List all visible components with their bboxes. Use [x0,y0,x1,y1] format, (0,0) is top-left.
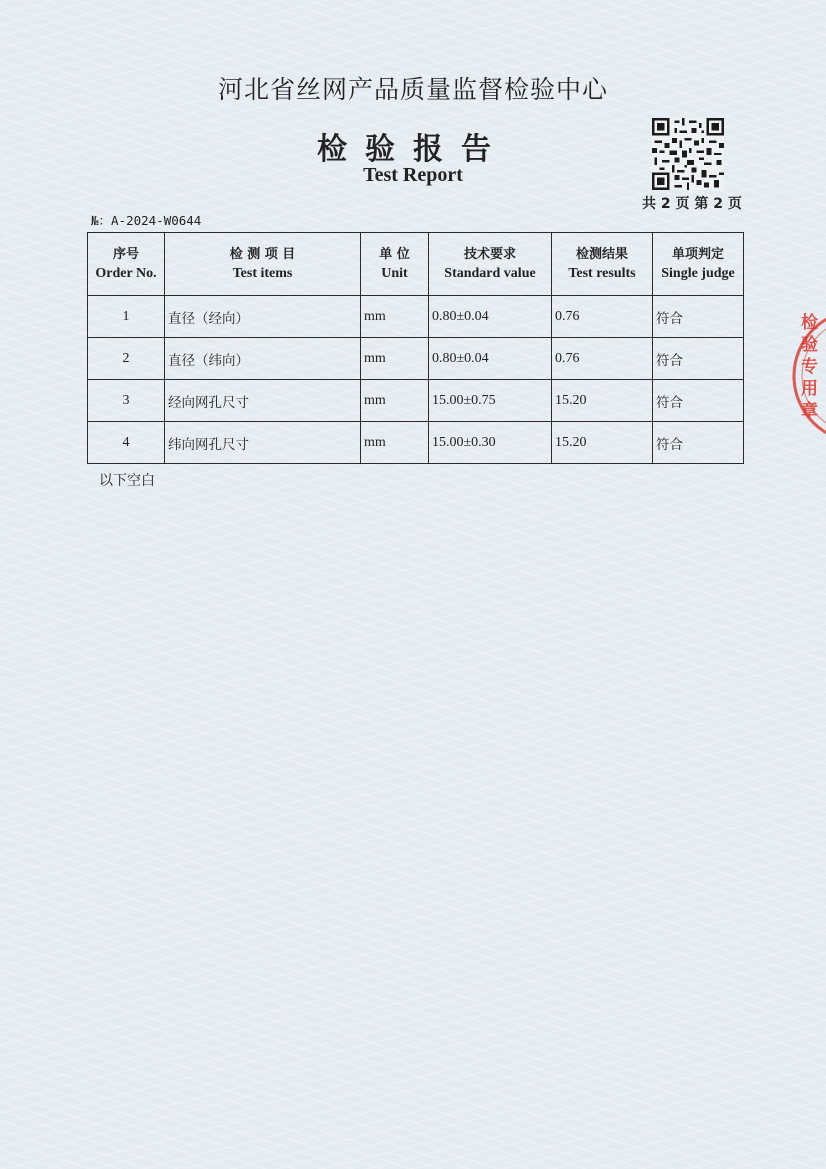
header-test-items: 检 测 项 目 Test items [165,233,361,296]
organization-name: 河北省丝网产品质量监督检验中心 [217,75,608,104]
test-result-cell: 15.20 [552,380,653,422]
report-number: №：A-2024-W0644 [91,213,202,228]
table-row [88,338,744,380]
test-results-table [87,232,744,464]
page-counter: 共 2 页 第 2 页 [642,196,742,212]
test-item-cell: 经向网孔尺寸 [165,380,361,422]
test-result-cell: 0.76 [552,296,653,338]
table-row [88,380,744,422]
test-result-cell: 15.20 [552,422,653,464]
header-order-no: 序号 Order No. [88,233,165,296]
order-no-cell: 4 [88,422,165,464]
table-header-row [88,233,744,296]
report-title-en: Test Report [363,164,463,186]
table-row [88,422,744,464]
judge-cell: 符合 [653,422,744,464]
unit-cell: mm [361,338,429,380]
blank-below-note: 以下空白 [99,473,155,489]
header-test-results: 检测结果 Test results [552,233,653,296]
standard-value-cell: 0.80±0.04 [429,338,552,380]
test-item-cell: 直径（经向） [165,296,361,338]
unit-cell: mm [361,296,429,338]
unit-cell: mm [361,380,429,422]
order-no-cell: 1 [88,296,165,338]
report-title-cn: 检验报告 [317,132,509,167]
standard-value-cell: 0.80±0.04 [429,296,552,338]
seal-text: 检验专用章 [801,313,818,421]
test-item-cell: 直径（纬向） [165,338,361,380]
table-row [88,296,744,338]
unit-cell: mm [361,422,429,464]
header-single-judge: 单项判定 Single judge [653,233,744,296]
judge-cell: 符合 [653,380,744,422]
header-unit: 单 位 Unit [361,233,429,296]
judge-cell: 符合 [653,296,744,338]
header-standard-value: 技术要求 Standard value [429,233,552,296]
test-item-cell: 纬向网孔尺寸 [165,422,361,464]
judge-cell: 符合 [653,338,744,380]
qr-code-icon [652,118,724,190]
order-no-cell: 2 [88,338,165,380]
order-no-cell: 3 [88,380,165,422]
standard-value-cell: 15.00±0.30 [429,422,552,464]
standard-value-cell: 15.00±0.75 [429,380,552,422]
test-result-cell: 0.76 [552,338,653,380]
